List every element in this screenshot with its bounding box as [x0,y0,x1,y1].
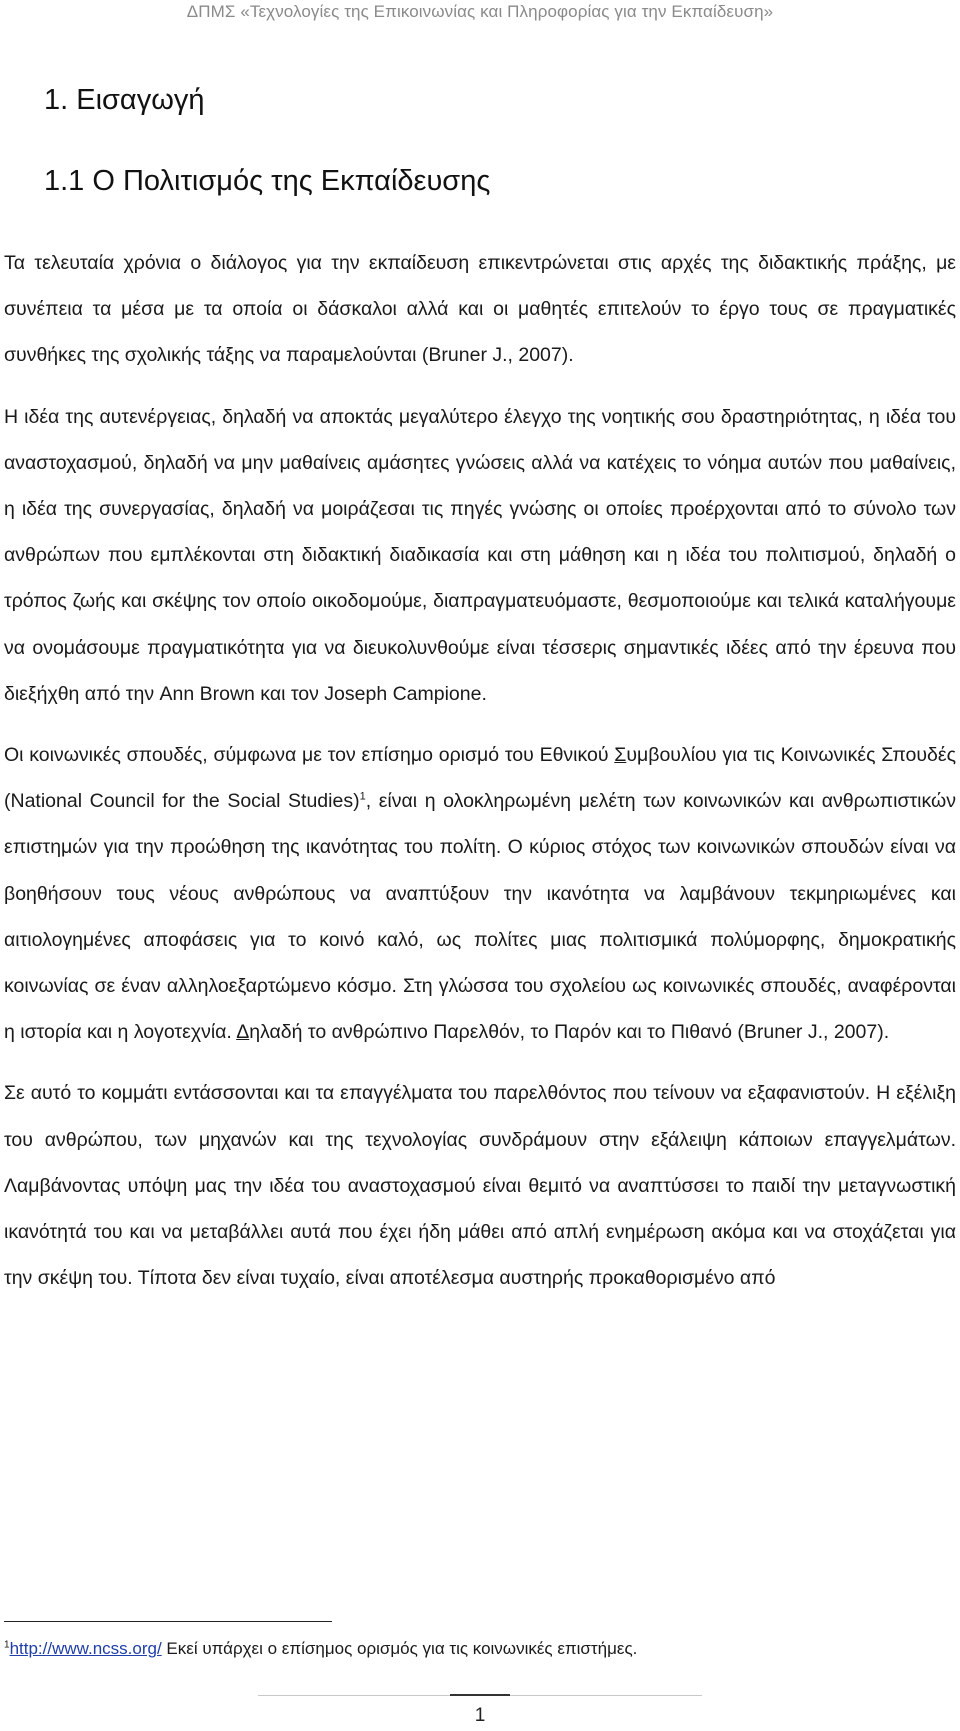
paragraph-1: Τα τελευταία χρόνια ο διάλογος για την εκπαίδευση επικεντρώνεται στις αρχές της διδακτικής πράξης, με συνέπεια τα μέσα με τα οποία οι δάσκαλοι αλλά και οι μαθητές επιτελούν το έργο τους σε πραγματικές συνθήκες της σχολικής τάξης να παραμελούνται (Bruner J., 2007). [4,252,956,367]
paragraph-3 [4,732,956,1055]
footnote [4,1638,637,1660]
paragraph-3-underlined-letter-2: Δ [236,1021,250,1044]
page-number: 1 [474,1705,486,1726]
running-header: ΔΠΜΣ «Τεχνολογίες της Επικοινωνίας και Πληροφορίας για την Εκπαίδευση» [186,2,774,21]
footnote-text: Εκεί υπάρχει ο επίσημος ορισμός για τις κοινωνικές επιστήμες. [161,1639,638,1658]
subsection-heading: 1.1 Ο Πολιτισμός της Εκπαίδευσης [44,165,491,197]
footnote-link[interactable]: http://www.ncss.org/ [9,1639,162,1658]
paragraph-4: Σε αυτό το κομμάτι εντάσσονται και τα επαγγέλματα του παρελθόντος που τείνουν να εξαφανιστούν. Η εξέλιξη του ανθρώπου, των μηχανών και της τεχνολογίας συνδράμουν στην εξάλειψη κάποιων επαγγελμάτων. Λαμβάνοντας υπόψη μας την ιδέα του αναστοχασμού είναι θεμιτό να αναπτύσσει το παιδί την μεταγνωστική ικανότητά του και να μεταβάλλει αυτά που έχει ήδη μάθει από απλή ενημέρωση ακόμα και να στοχάζεται για την σκέψη του. Τίποτα δεν είναι τυχαίο, είναι αποτέλεσμα αυστηρής προκαθορισμένο από [4,1082,956,1290]
paragraph-3-part-c: , είναι η ολοκληρωμένη μελέτη των κοινωνικών και ανθρωπιστικών επιστημών για την προώθηση της ικανότητας του πολίτη. Ο κύριος στόχος των κοινωνικών σπουδών είναι να βοηθήσουν τους νέους ανθρώπους να αναπτύξουν την ικανότητα να λαμβάνουν τεκμηριωμένες και αιτιολογημένες αποφάσεις για το κοινό καλό, ως πολίτες μιας πολιτισμικά πολύμορφης, δημοκρατικής κοινωνίας σε έναν αλληλοεξαρτώμενο κόσμο. Στη γλώσσα του σχολείου ως κοινωνικές σπουδές, αναφέρονται η ιστορία και η λογοτεχνία. [4,790,957,1044]
paragraph-3-part-a: Οι κοινωνικές σπουδές, σύμφωνα με τον επίσημο ορισμό του Εθνικού [4,744,615,767]
paragraph-3-underlined-letter: Σ [614,744,627,767]
footnote-separator [4,1621,332,1622]
paragraph-3-part-b: υμβουλίου για τις Κοινωνικές Σπουδές (National Council for the Social Studies) [4,744,956,813]
paragraph-2: Η ιδέα της αυτενέργειας, δηλαδή να αποκτάς μεγαλύτερο έλεγχο της νοητικής σου δραστηριότητας, η ιδέα του αναστοχασμού, δηλαδή να μην μαθαίνεις αμάσητες γνώσεις αλλά να κατέχεις το νόημα αυτών που μαθαίνεις, η ιδέα της συνεργασίας, δηλαδή να μοιράζεσαι τις πηγές γνώσης οι οποίες προέρχονται από το σύνολο των ανθρώπων που εμπλέκονται στη διδακτική διαδικασία και στη μάθηση και η ιδέα του πολιτισμού, δηλαδή ο τρόπος ζωής και σκέψης τον οποίο οικοδομούμε, διαπραγματευόμαστε, θεσμοποιούμε και τελικά καταλήγουμε να ονομάσουμε πραγματικότητα για να διευκολυνθούμε είναι τέσσερις σημαντικές ιδέες από την έρευνα που διεξήχθη από την Ann Brown και τον Joseph Campione. [4,405,956,705]
body-text [4,240,956,1301]
footnote-number: 1 [4,1639,10,1651]
page-footer-rule-accent [450,1694,510,1696]
paragraph-3-part-d: ηλαδή το ανθρώπινο Παρελθόν, το Παρόν και το Πιθανό (Bruner J., 2007). [249,1021,890,1044]
section-heading: 1. Εισαγωγή [44,84,205,116]
footnote-reference[interactable]: 1 [359,790,366,803]
